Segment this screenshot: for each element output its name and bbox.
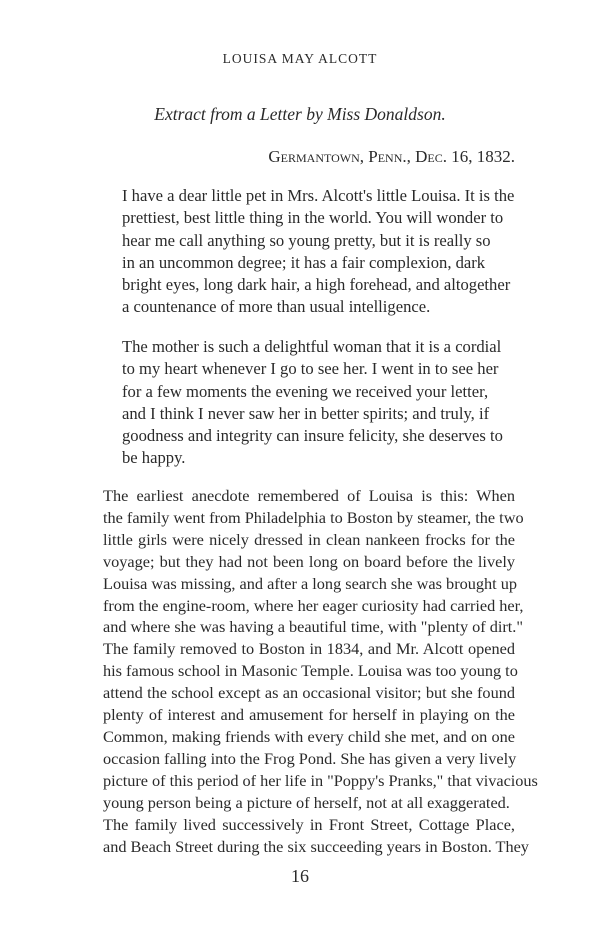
text-line: occasion falling into the Frog Pond. She has given a very lively xyxy=(103,748,517,768)
text-line: The mother is such a delightful woman that it is a cordial xyxy=(122,337,502,356)
text-line: picture of this period of her life in "Poppy's Pranks," that vivacious xyxy=(103,770,538,790)
text-line: attend the school except as an occasional visitor; but she found xyxy=(103,683,515,703)
text-line: prettiest, best little thing in the world. You will wonder to xyxy=(122,208,504,228)
letter-quote-paragraph-1 xyxy=(122,185,518,319)
running-head: LOUISA MAY ALCOTT xyxy=(222,51,378,66)
text-line: the family went from Philadelphia to Boston by steamer, the two xyxy=(103,507,524,527)
text-line: and where she was having a beautiful time, with "plenty of dirt." xyxy=(103,617,523,637)
text-line: and I think I never saw her in better spirits; and truly, if xyxy=(122,403,490,423)
page-number: 16 xyxy=(291,866,309,886)
text-line: young person being a picture of herself, not at all exaggerated. xyxy=(103,792,510,812)
letter-dateline: Germantown, Penn., Dec. 16, 1832. xyxy=(268,147,515,166)
text-line: The family lived successively in Front Street, Cottage Place, xyxy=(103,814,515,834)
letter-quote-paragraph-2 xyxy=(122,336,518,470)
text-line: Louisa was missing, and after a long search she was brought up xyxy=(103,573,518,593)
text-line: to my heart whenever I go to see her. I went in to see her xyxy=(122,359,499,379)
text-line: I have a dear little pet in Mrs. Alcott's little Louisa. It is the xyxy=(122,186,515,205)
text-line: be happy. xyxy=(122,448,186,468)
body-text xyxy=(85,485,538,857)
text-line: Common, making friends with every child she met, and on one xyxy=(103,726,515,746)
text-line: The earliest anecdote remembered of Louisa is this: When xyxy=(103,486,515,505)
text-line: in an uncommon degree; it has a fair complexion, dark xyxy=(122,252,486,272)
text-line: a countenance of more than usual intelligence. xyxy=(122,297,431,317)
text-line: for a few moments the evening we received your letter, xyxy=(122,381,489,401)
text-line: from the engine-room, where her eager curiosity had carried her, xyxy=(103,595,524,615)
body-paragraph-3 xyxy=(85,814,529,858)
text-line: bright eyes, long dark hair, a high forehead, and altogether xyxy=(122,275,511,295)
text-line: and Beach Street during the six succeeding years in Boston. They xyxy=(103,836,529,856)
text-line: little girls were nicely dressed in clean nankeen frocks for the xyxy=(103,529,515,549)
body-paragraph-1 xyxy=(85,485,524,638)
text-line: his famous school in Masonic Temple. Louisa was too young to xyxy=(103,661,518,681)
text-line: hear me call anything so young pretty, but it is really so xyxy=(122,230,491,250)
text-line: goodness and integrity can insure felicity, she deserves to xyxy=(122,426,503,446)
letter-title: Extract from a Letter by Miss Donaldson. xyxy=(154,104,446,124)
body-paragraph-2 xyxy=(85,638,538,813)
text-line: The family removed to Boston in 1834, and Mr. Alcott opened xyxy=(103,639,515,659)
text-line: plenty of interest and amusement for herself in playing on the xyxy=(103,705,515,725)
text-line: voyage; but they had not been long on board before the lively xyxy=(103,551,515,571)
